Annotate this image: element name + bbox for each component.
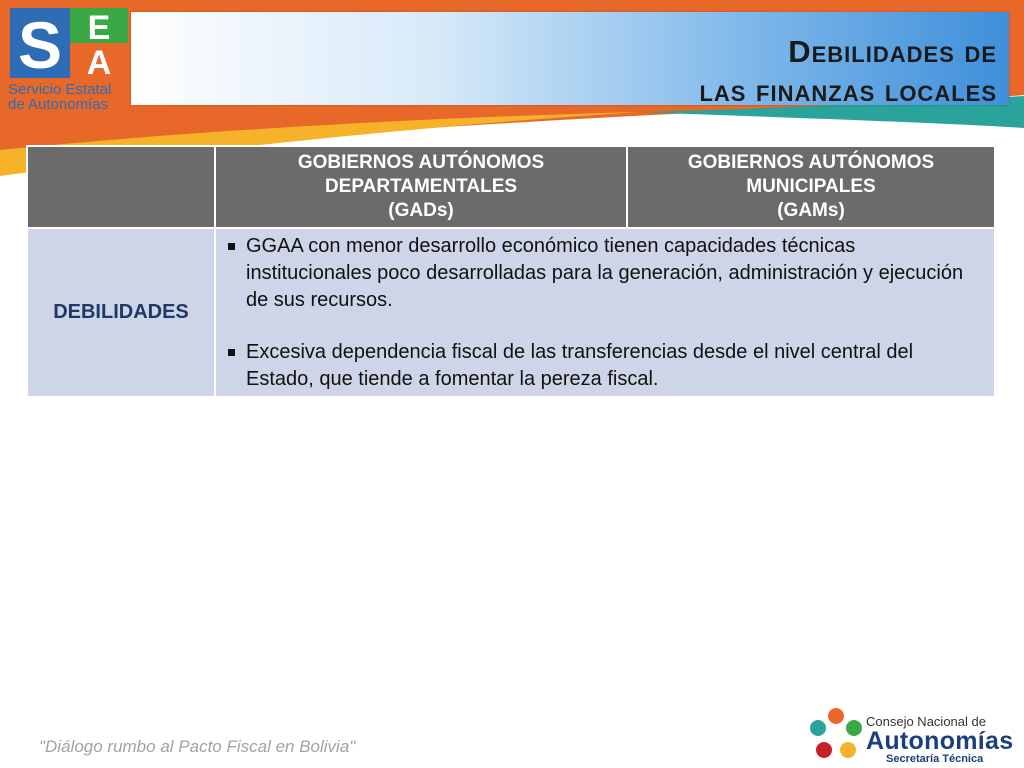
footer-quote: "Diálogo rumbo al Pacto Fiscal en Bolivia" bbox=[39, 737, 356, 756]
svg-text:S: S bbox=[17, 8, 63, 80]
sea-logo-subtitle-line1: Servicio Estatal bbox=[8, 81, 112, 98]
header-gams bbox=[627, 146, 995, 228]
cna-emblem-icon bbox=[808, 706, 864, 764]
sea-logo bbox=[8, 8, 128, 116]
page-title-line2: las finanzas locales bbox=[699, 73, 997, 108]
page-title bbox=[699, 32, 997, 110]
table-row bbox=[27, 228, 995, 397]
list-item bbox=[224, 339, 984, 393]
cna-logo bbox=[808, 706, 1014, 765]
table-corner-cell bbox=[27, 146, 215, 228]
square-bullet-icon bbox=[228, 243, 235, 250]
header-gams-line2: MUNICIPALES bbox=[746, 176, 876, 197]
cna-line2: Autonomías bbox=[866, 727, 1014, 755]
cna-line3: Secretaría Técnica bbox=[886, 753, 984, 765]
header-gads bbox=[215, 146, 627, 228]
svg-text:A: A bbox=[86, 44, 112, 80]
header-gads-line3: (GADs) bbox=[388, 200, 454, 221]
table-header-row bbox=[27, 146, 995, 228]
row-label-debilidades: DEBILIDADES bbox=[27, 228, 215, 397]
page-title-line1: Debilidades de bbox=[788, 34, 997, 69]
header-gams-line3: (GAMs) bbox=[777, 200, 845, 221]
header-gads-line2: DEPARTAMENTALES bbox=[324, 176, 518, 197]
sea-logo-mark bbox=[10, 8, 128, 80]
sea-logo-subtitle bbox=[8, 82, 132, 112]
header-gams-line1: GOBIERNOS AUTÓNOMOS bbox=[687, 152, 935, 173]
sea-logo-subtitle-line2: de Autonomías bbox=[8, 96, 109, 113]
bullet-text: Excesiva dependencia fiscal de las transferencias desde el nivel central del Estado, que tiende a fomentar la pereza fiscal. bbox=[246, 341, 914, 390]
svg-text:E: E bbox=[87, 9, 111, 47]
bullet-text: GGAA con menor desarrollo económico tienen capacidades técnicas institucionales poco desarrolladas para la generación, administración y ejecución de sus recursos. bbox=[246, 235, 964, 311]
debilidades-content bbox=[215, 228, 995, 397]
title-box bbox=[131, 12, 1009, 108]
bullet-list bbox=[224, 233, 984, 393]
header-gads-line1: GOBIERNOS AUTÓNOMOS bbox=[297, 152, 545, 173]
cna-line1: Consejo Nacional de bbox=[866, 714, 986, 729]
weaknesses-table bbox=[26, 145, 996, 398]
square-bullet-icon bbox=[228, 349, 235, 356]
list-item bbox=[224, 233, 984, 314]
